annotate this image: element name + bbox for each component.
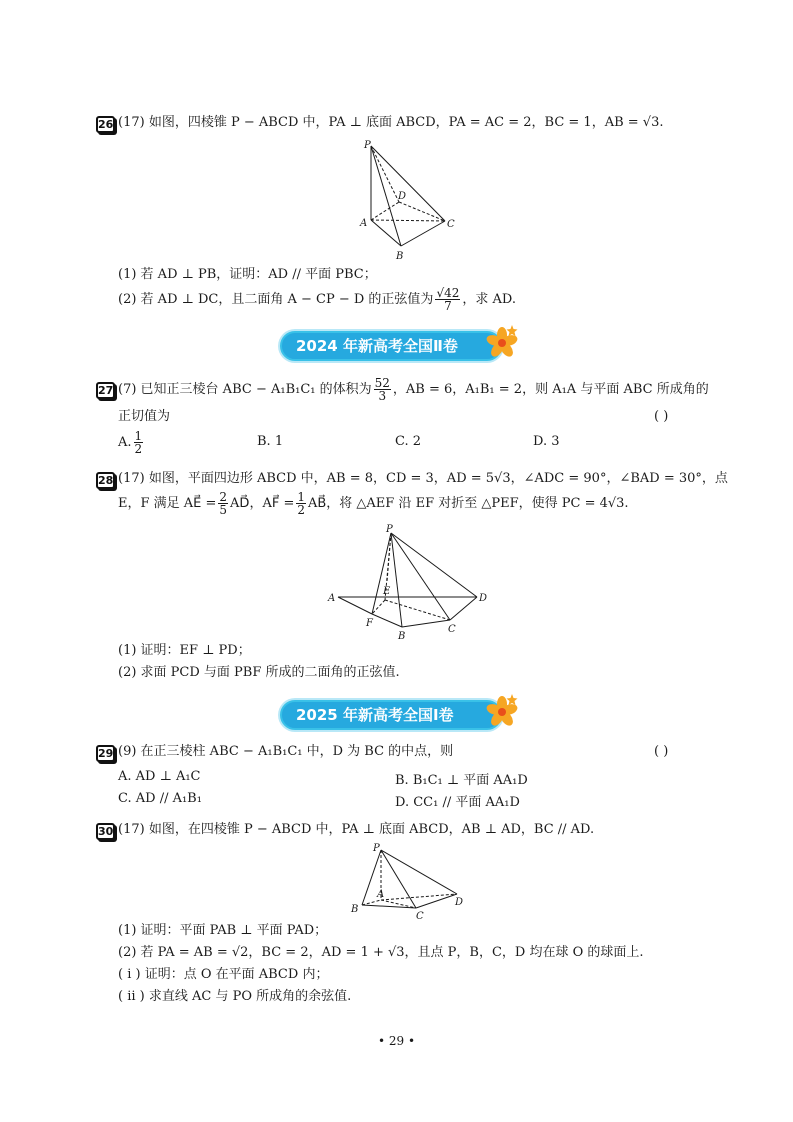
page-number: • 29 • bbox=[377, 1034, 416, 1048]
q27-stem-line2: 正切值为 bbox=[118, 409, 171, 424]
question-number-30: 30 bbox=[98, 825, 114, 838]
q26-part2: (2) 若 AD ⊥ DC，且二面角 A − CP − D 的正弦值为 $\frac{√42}{7}$ ，求 AD. bbox=[118, 286, 516, 313]
banner-2024: 2024 年新高考全国Ⅱ卷 bbox=[280, 331, 502, 361]
q28-stem-line2: E，F 满足 AE⃗ = $\frac{2}{5}$ AD⃗，AF⃗ = $\frac{1}{2}$ AB⃗，将 △AEF 沿 EF 对折至 △PEF，使得 PC = 4√3. bbox=[118, 490, 629, 517]
q29-stem: (9) 在正三棱柱 ABC − A₁B₁C₁ 中，D 为 BC 的中点，则 bbox=[118, 744, 454, 759]
q26-label-b: B bbox=[396, 251, 404, 262]
q26-label-p: P bbox=[364, 140, 371, 151]
question-number-28: 28 bbox=[98, 474, 114, 487]
q30-part2-ii: ( ⅱ ) 求直线 AC 与 PO 所成角的余弦值. bbox=[118, 989, 352, 1004]
q26-part1: (1) 若 AD ⊥ PB，证明：AD // 平面 PBC； bbox=[118, 267, 377, 282]
q30-label-a: A bbox=[377, 889, 385, 900]
banner-2025: 2025 年新高考全国Ⅰ卷 bbox=[280, 700, 502, 730]
q26-figure bbox=[350, 138, 460, 262]
q30-label-c: C bbox=[416, 911, 424, 922]
q28-part1: (1) 证明：EF ⊥ PD； bbox=[118, 643, 251, 658]
q28-label-e: E bbox=[383, 586, 391, 597]
flower-icon bbox=[484, 323, 520, 361]
question-number-29: 29 bbox=[98, 747, 114, 760]
q26-label-d: D bbox=[398, 191, 407, 202]
q29-option-c: C. AD // A₁B₁ bbox=[118, 791, 202, 806]
q28-label-a: A bbox=[328, 593, 336, 604]
q29-answer-paren: ( ) bbox=[654, 744, 669, 759]
flower-icon bbox=[484, 692, 520, 730]
question-number-26: 26 bbox=[98, 118, 114, 131]
q28-label-b: B bbox=[398, 631, 406, 640]
q28-part2: (2) 求面 PCD 与面 PBF 所成的二面角的正弦值. bbox=[118, 665, 400, 680]
q27-option-a: A. $\frac{1}{2}$ bbox=[118, 429, 143, 456]
q30-figure bbox=[345, 842, 475, 922]
q27-option-c: C. 2 bbox=[395, 434, 422, 449]
q28-label-c: C bbox=[448, 624, 456, 635]
q30-stem: (17) 如图，在四棱锥 P − ABCD 中，PA ⊥ 底面 ABCD，AB ⊥ AD，BC // AD. bbox=[118, 822, 595, 837]
q26-stem: (17) 如图，四棱锥 P − ABCD 中，PA ⊥ 底面 ABCD，PA = AC = 2，BC = 1，AB = √3. bbox=[118, 115, 664, 130]
question-number-27: 27 bbox=[98, 384, 114, 397]
q26-label-c: C bbox=[447, 219, 455, 230]
q30-part2: (2) 若 PA = AB = √2，BC = 2，AD = 1 + √3，且点 P，B，C，D 均在球 O 的球面上. bbox=[118, 945, 644, 960]
q29-option-b: B. B₁C₁ ⊥ 平面 AA₁D bbox=[395, 773, 528, 788]
q28-label-d: D bbox=[479, 593, 488, 604]
q29-option-a: A. AD ⊥ A₁C bbox=[118, 769, 201, 784]
q28-figure bbox=[325, 522, 495, 640]
q30-label-b: B bbox=[351, 904, 359, 915]
q27-option-b: B. 1 bbox=[257, 434, 284, 449]
q27-answer-paren: ( ) bbox=[654, 409, 669, 424]
q30-part2-i: ( ⅰ ) 证明：点 O 在平面 ABCD 内； bbox=[118, 967, 329, 982]
q28-label-p: P bbox=[386, 524, 393, 535]
q30-label-p: P bbox=[373, 843, 380, 854]
q30-label-d: D bbox=[455, 897, 464, 908]
q29-option-d: D. CC₁ // 平面 AA₁D bbox=[395, 795, 520, 810]
q27-stem: (7) 已知正三棱台 ABC − A₁B₁C₁ 的体积为 $\frac{52}{3}$ ，AB = 6，A₁B₁ = 2，则 A₁A 与平面 ABC 所成角的 bbox=[118, 376, 709, 403]
q27-option-d: D. 3 bbox=[533, 434, 560, 449]
q28-label-f: F bbox=[366, 618, 373, 629]
q26-label-a: A bbox=[360, 218, 368, 229]
q28-stem: (17) 如图，平面四边形 ABCD 中，AB = 8，CD = 3，AD = 5√3，∠ADC = 90°，∠BAD = 30°，点 bbox=[118, 471, 728, 486]
q30-part1: (1) 证明：平面 PAB ⊥ 平面 PAD； bbox=[118, 923, 328, 938]
